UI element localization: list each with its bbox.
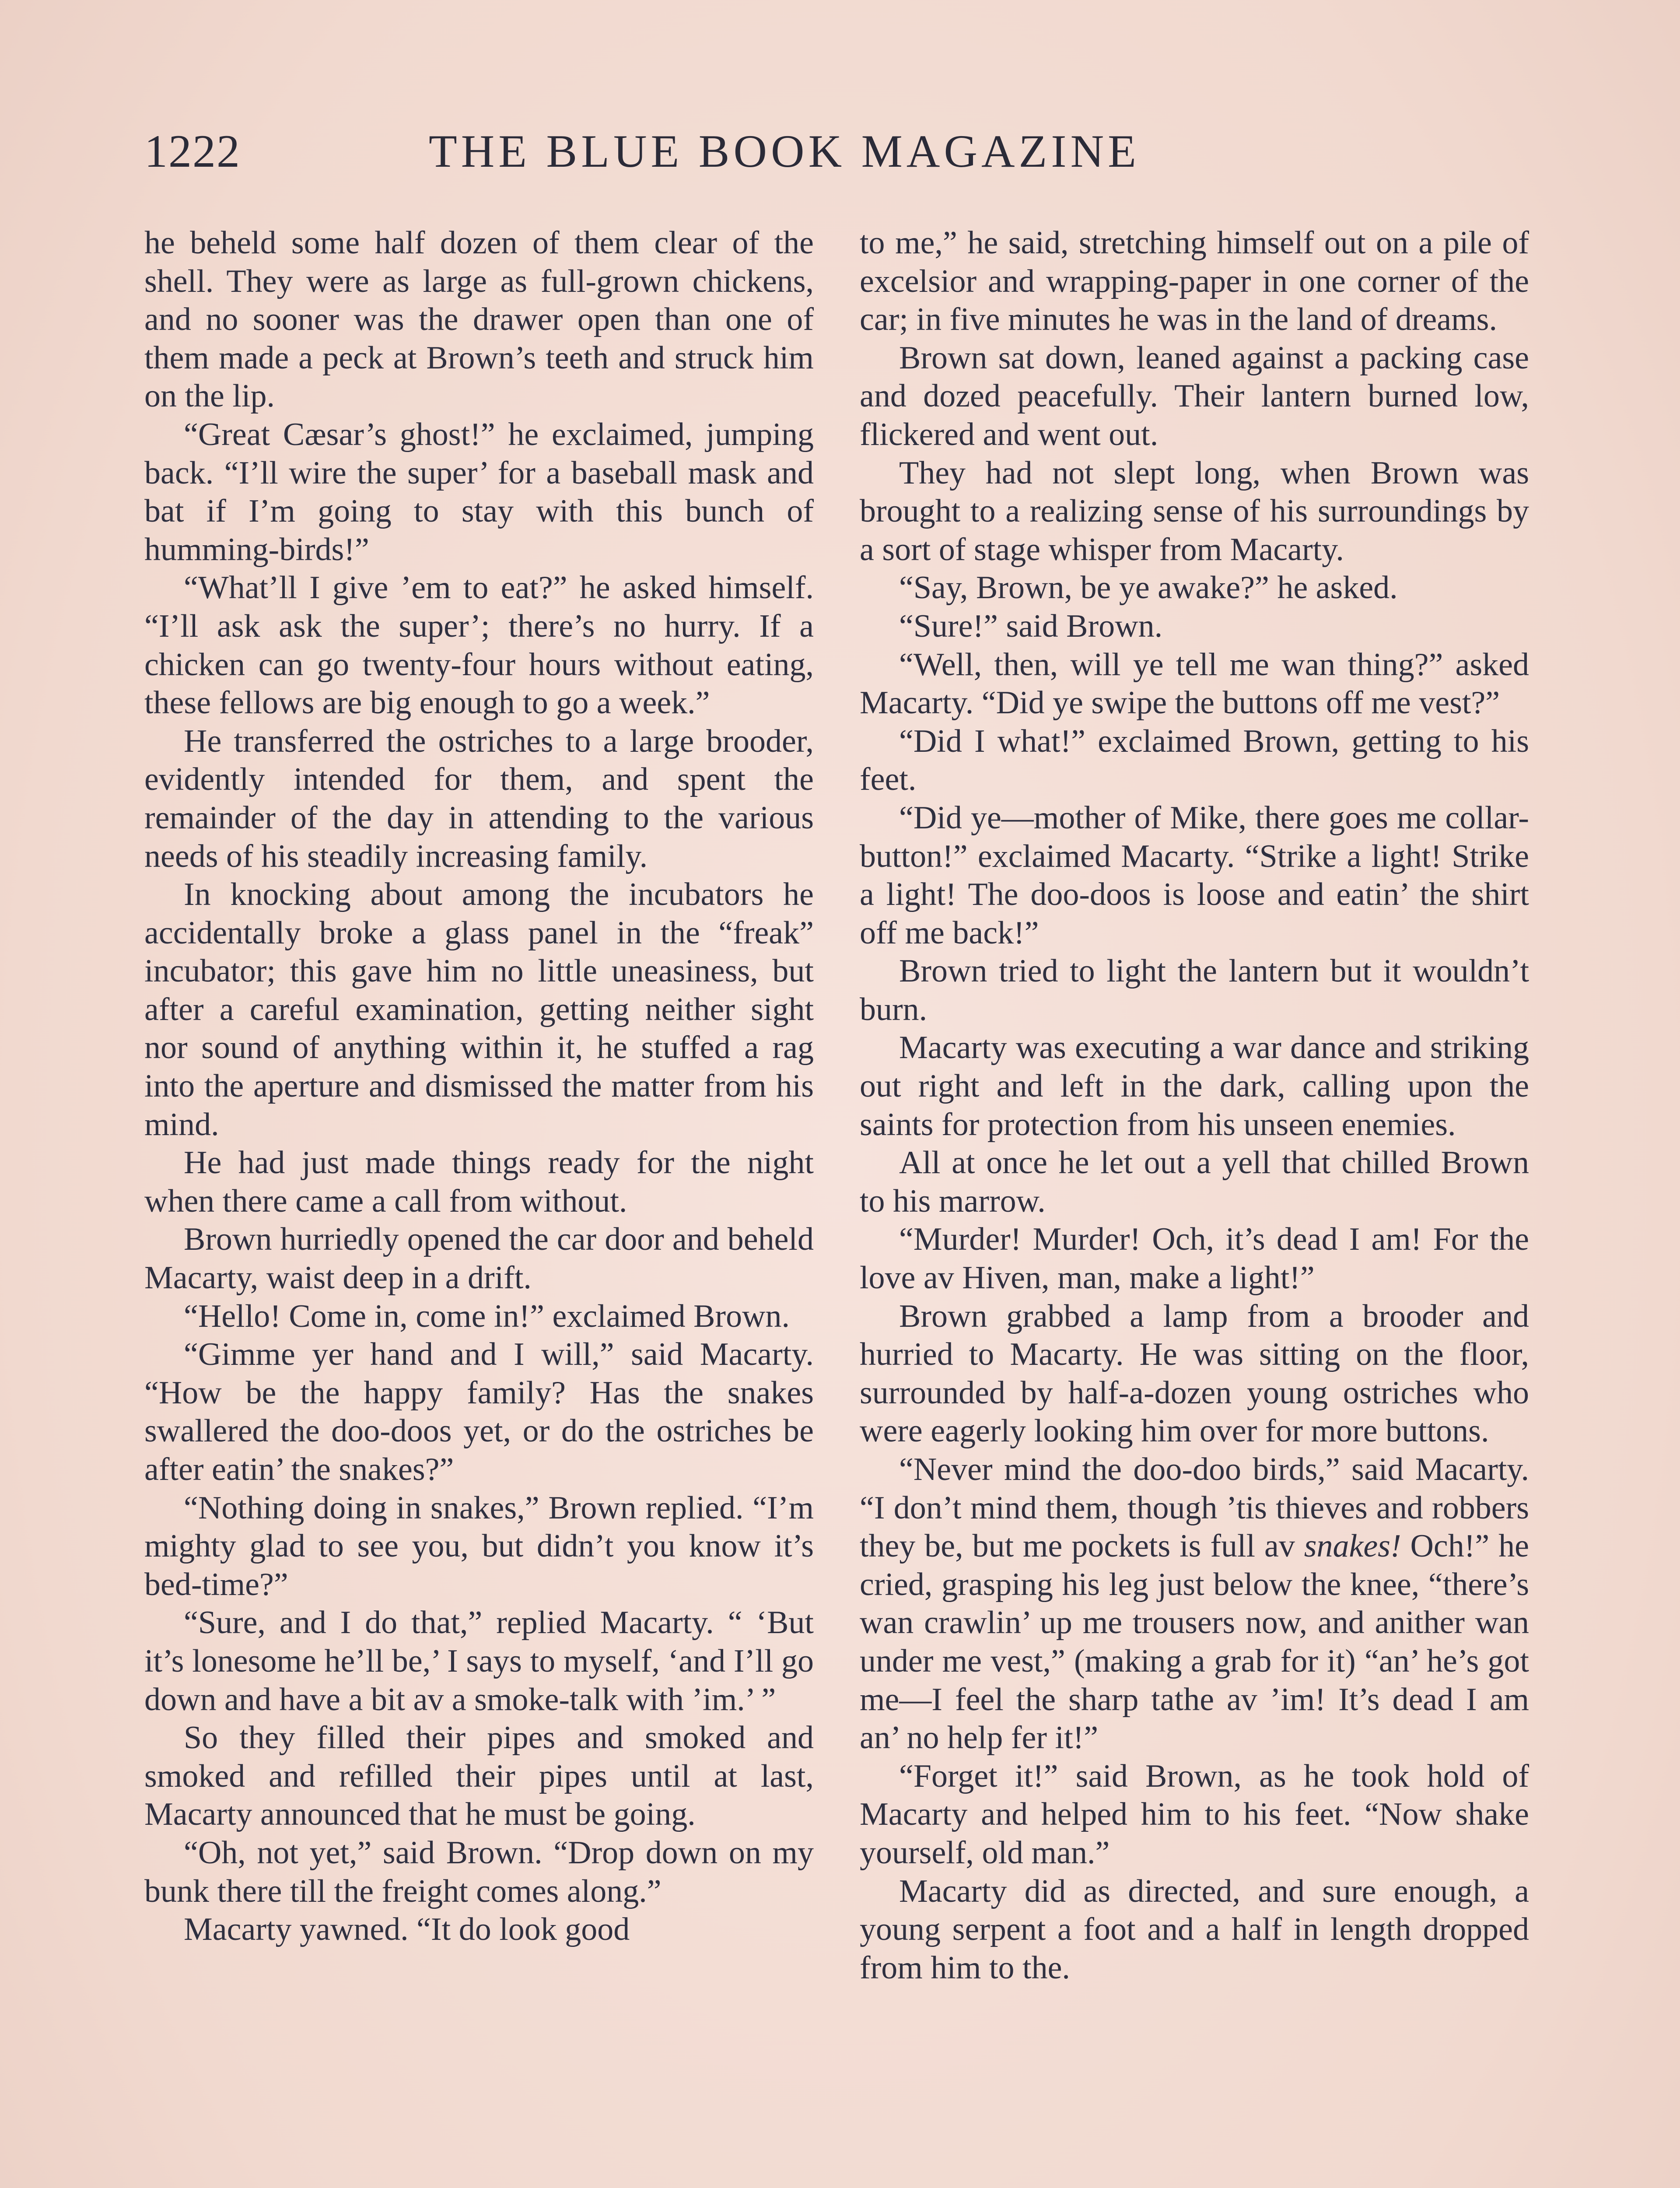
- paragraph: “Murder! Murder! Och, it’s dead I am! For the love av Hiven, man, make a light!”: [860, 1221, 1529, 1296]
- paragraph: “Great Cæsar’s ghost!” he exclaimed, jumping back. “I’ll wire the super’ for a baseball mask and bat if I’m going to stay with this bunch of humming-birds!”: [144, 416, 814, 568]
- paragraph: to me,” he said, stretching himself out on a pile of excelsior and wrapping-paper in one corner of the car; in five minutes he was in the land of dreams.: [860, 225, 1529, 338]
- right-column: [860, 224, 1529, 1987]
- page-number: 1222: [144, 126, 241, 177]
- paragraph: “Hello! Come in, come in!” exclaimed Brown.: [184, 1298, 790, 1334]
- paragraph: [860, 1451, 1529, 1757]
- paragraph: “What’ll I give ’em to eat?” he asked himself. “I’ll ask ask the super’; there’s no hurry. If a chicken can go twenty-four hours without eating, these fellows are big enough to go a week.”: [144, 570, 814, 721]
- paragraph: In knocking about among the incubators he accidentally broke a glass panel in the “freak” incubator; this gave him no little uneasiness, but after a careful examination, getting neither sight nor sound of anything within it, he stuffed a rag into the aperture and dismissed the matter from his mind.: [144, 877, 814, 1143]
- paragraph: “Nothing doing in snakes,” Brown replied. “I’m mighty glad to see you, but didn’t you know it’s bed-time?”: [144, 1490, 814, 1602]
- text-run: “Never mind the doo-doo birds,” said Macarty. “I don’t mind them, though ’tis thieves and robbers they be, but me pockets is full av: [860, 1452, 1529, 1564]
- paragraph: Brown grabbed a lamp from a brooder and hurried to Macarty. He was sitting on the floor, surrounded by half-a-dozen young ostriches who were eagerly looking him over for more buttons.: [860, 1298, 1529, 1449]
- paragraph: “Well, then, will ye tell me wan thing?” asked Macarty. “Did ye swipe the buttons off me vest?”: [860, 646, 1529, 721]
- paragraph: “Oh, not yet,” said Brown. “Drop down on my bunk there till the freight comes along.”: [144, 1834, 814, 1909]
- paragraph: So they filled their pipes and smoked and smoked and refilled their pipes until at last, Macarty announced that he must be going.: [144, 1720, 814, 1833]
- left-column: [144, 224, 814, 1949]
- italic-text: snakes!: [1304, 1528, 1401, 1564]
- paragraph: Brown tried to light the lantern but it wouldn’t burn.: [860, 953, 1529, 1027]
- paragraph: He transferred the ostriches to a large brooder, evidently intended for them, and spent the remainder of the day in attending to the various needs of his steadily increasing family.: [144, 723, 814, 874]
- paragraph: he beheld some half dozen of them clear of the shell. They were as large as full-grown chickens, and no sooner was the drawer open than one of them made a peck at Brown’s teeth and struck him on the lip.: [144, 225, 814, 414]
- paragraph: “Sure, and I do that,” replied Macarty. “ ‘But it’s lonesome he’ll be,’ I says to myself, ‘and I’ll go down and have a bit av a smoke-talk with ’im.’ ”: [144, 1605, 814, 1718]
- paragraph: Macarty yawned. “It do look good: [184, 1911, 630, 1948]
- paragraph: Macarty was executing a war dance and striking out right and left in the dark, calling upon the saints for protection from his unseen enemies.: [860, 1030, 1529, 1143]
- paragraph: All at once he let out a yell that chilled Brown to his marrow.: [860, 1145, 1529, 1219]
- paragraph: Macarty did as directed, and sure enough, a young serpent a foot and a half in length dropped from him to the.: [860, 1873, 1529, 1986]
- page-header: [144, 125, 1566, 186]
- paragraph: “Say, Brown, be ye awake?” he asked.: [899, 570, 1398, 606]
- paragraph: He had just made things ready for the night when there came a call from without.: [144, 1145, 814, 1219]
- paragraph: “Gimme yer hand and I will,” said Macarty. “How be the happy family? Has the snakes swallered the doo-doos yet, or do the ostriches be after eatin’ the snakes?”: [144, 1336, 814, 1487]
- paragraph: “Forget it!” said Brown, as he took hold of Macarty and helped him to his feet. “Now shake yourself, old man.”: [860, 1758, 1529, 1871]
- text-run: Och!” he cried, grasping his leg just below the knee, “there’s wan crawlin’ up me trousers now, and anither wan under me vest,” (making a grab for it) “an’ he’s got me—I feel the sharp tathe av ’im! It’s dead I am an’ no help fer it!”: [860, 1528, 1529, 1756]
- paragraph: Brown sat down, leaned against a packing case and dozed peacefully. Their lantern burned low, flickered and went out.: [860, 340, 1529, 452]
- paragraph: “Did ye—mother of Mike, there goes me collar-button!” exclaimed Macarty. “Strike a light! Strike a light! The doo-doos is loose and eatin’ the shirt off me back!”: [860, 799, 1529, 951]
- paragraph: “Sure!” said Brown.: [899, 608, 1163, 644]
- paragraph: “Did I what!” exclaimed Brown, getting to his feet.: [860, 723, 1529, 798]
- paragraph: Brown hurriedly opened the car door and beheld Macarty, waist deep in a drift.: [144, 1221, 814, 1296]
- paragraph: They had not slept long, when Brown was brought to a realizing sense of his surroundings by a sort of stage whisper from Macarty.: [860, 455, 1529, 568]
- running-title: THE BLUE BOOK MAGAZINE: [429, 126, 1140, 177]
